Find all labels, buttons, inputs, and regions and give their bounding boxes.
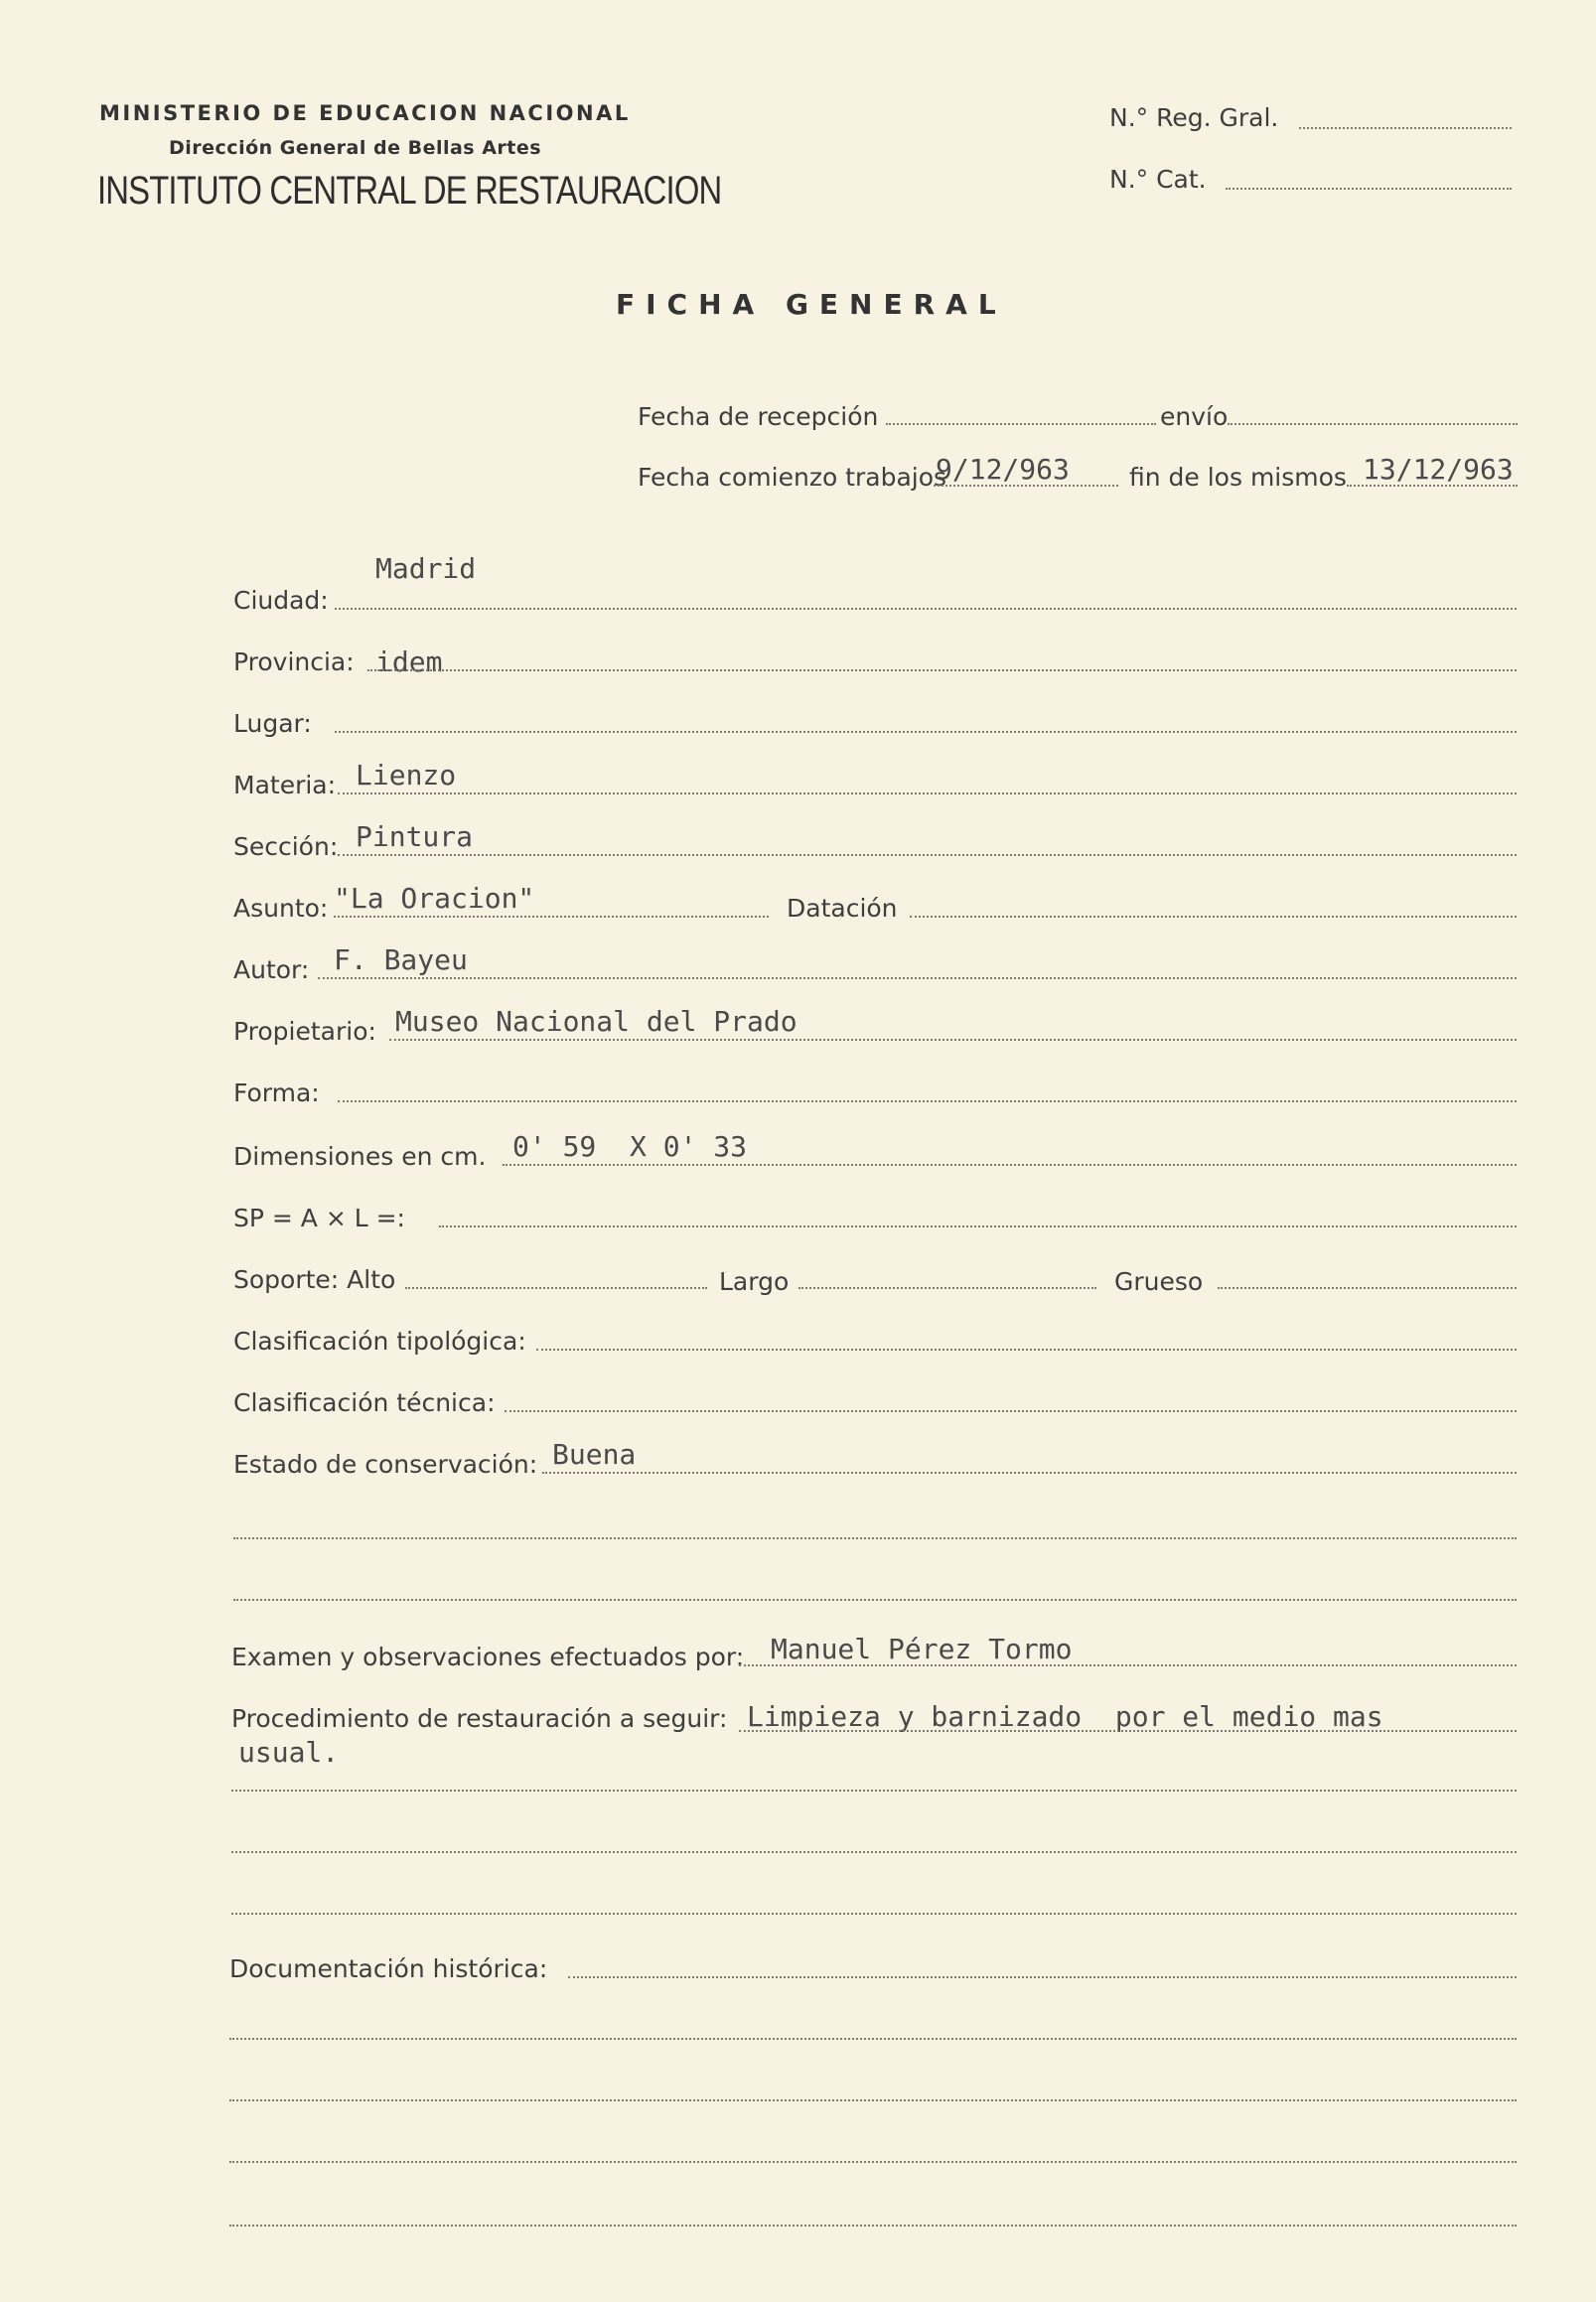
datacion-line bbox=[910, 916, 1517, 918]
estado-line bbox=[542, 1472, 1517, 1474]
ciudad-label: Ciudad: bbox=[233, 586, 329, 615]
provincia-line bbox=[367, 669, 1517, 671]
comienzo-label: Fecha comienzo trabajos bbox=[638, 463, 947, 492]
propietario-value: Museo Nacional del Prado bbox=[395, 1005, 798, 1038]
provincia-value: idem bbox=[375, 646, 443, 678]
estado-value: Buena bbox=[552, 1438, 637, 1471]
recepcion-label: Fecha de recepción bbox=[638, 402, 879, 431]
lugar-label: Lugar: bbox=[233, 709, 312, 738]
documentacion-label: Documentación histórica: bbox=[229, 1954, 548, 1983]
asunto-line bbox=[334, 916, 769, 918]
cat-label: N.° Cat. bbox=[1109, 165, 1207, 194]
ciudad-line bbox=[335, 608, 1517, 610]
comienzo-value: 9/12/963 bbox=[936, 453, 1070, 486]
envio-line bbox=[1228, 423, 1518, 425]
sp-label: SP = A × L =: bbox=[233, 1204, 405, 1232]
forma-label: Forma: bbox=[233, 1079, 320, 1107]
envio-label: envío bbox=[1160, 402, 1229, 431]
sp-line bbox=[439, 1225, 1517, 1227]
grueso-line bbox=[1218, 1287, 1517, 1289]
direccion-subheading: Dirección General de Bellas Artes bbox=[169, 137, 542, 159]
propietario-line bbox=[389, 1039, 1517, 1041]
estado-extra-line-2 bbox=[233, 1599, 1517, 1601]
autor-label: Autor: bbox=[233, 955, 310, 984]
clas-tipologica-label: Clasificación tipológica: bbox=[233, 1327, 526, 1356]
largo-line bbox=[798, 1287, 1096, 1289]
seccion-value: Pintura bbox=[356, 820, 474, 853]
examen-value: Manuel Pérez Tormo bbox=[771, 1633, 1073, 1665]
documentacion-extra-line-2 bbox=[229, 2099, 1517, 2101]
autor-value: F. Bayeu bbox=[334, 943, 468, 976]
reg-gral-line bbox=[1299, 127, 1512, 129]
propietario-label: Propietario: bbox=[233, 1017, 376, 1046]
materia-line bbox=[338, 792, 1517, 794]
procedimiento-extra-line-3 bbox=[231, 1913, 1517, 1915]
forma-line bbox=[338, 1100, 1517, 1102]
reg-gral-label: N.° Reg. Gral. bbox=[1109, 103, 1279, 132]
procedimiento-value-line2: usual. bbox=[238, 1736, 340, 1769]
alto-line bbox=[405, 1287, 707, 1289]
datacion-label: Datación bbox=[787, 894, 898, 923]
page-title: FICHA GENERAL bbox=[616, 288, 1007, 321]
ministerio-heading: MINISTERIO DE EDUCACION NACIONAL bbox=[99, 101, 631, 125]
documentacion-extra-line-3 bbox=[229, 2161, 1517, 2163]
procedimiento-extra-line-1 bbox=[231, 1790, 1517, 1792]
estado-extra-line-1 bbox=[233, 1537, 1517, 1539]
examen-line bbox=[739, 1664, 1517, 1666]
procedimiento-extra-line-2 bbox=[231, 1851, 1517, 1853]
soporte-label: Soporte: Alto bbox=[233, 1265, 396, 1294]
estado-label: Estado de conservación: bbox=[233, 1450, 538, 1479]
procedimiento-value-line1: Limpieza y barnizado por el medio mas bbox=[747, 1700, 1383, 1733]
fin-label: fin de los mismos bbox=[1129, 463, 1347, 492]
seccion-line bbox=[338, 854, 1517, 856]
clas-tipologica-line bbox=[536, 1349, 1517, 1351]
recepcion-line bbox=[886, 423, 1156, 425]
ciudad-value: Madrid bbox=[375, 552, 477, 585]
materia-value: Lienzo bbox=[356, 759, 457, 791]
largo-label: Largo bbox=[719, 1267, 790, 1296]
provincia-label: Provincia: bbox=[233, 647, 355, 676]
clas-tecnica-label: Clasificación técnica: bbox=[233, 1388, 496, 1417]
procedimiento-line bbox=[739, 1730, 1517, 1732]
instituto-heading: INSTITUTO CENTRAL DE RESTAURACION bbox=[97, 169, 722, 213]
lugar-line bbox=[335, 731, 1517, 733]
asunto-label: Asunto: bbox=[233, 894, 329, 923]
examen-label: Examen y observaciones efectuados por: bbox=[231, 1643, 745, 1671]
grueso-label: Grueso bbox=[1114, 1267, 1204, 1296]
dimensiones-label: Dimensiones en cm. bbox=[233, 1142, 487, 1171]
documentacion-extra-line-1 bbox=[229, 2038, 1517, 2040]
documentacion-extra-line-4 bbox=[229, 2225, 1517, 2227]
clas-tecnica-line bbox=[505, 1410, 1517, 1412]
autor-line bbox=[318, 977, 1517, 979]
fin-value: 13/12/963 bbox=[1363, 453, 1514, 486]
dimensiones-value: 0' 59 X 0' 33 bbox=[512, 1130, 748, 1163]
dimensiones-line bbox=[503, 1164, 1517, 1166]
asunto-value: "La Oracion" bbox=[334, 882, 535, 915]
cat-line bbox=[1226, 188, 1512, 190]
documentacion-line bbox=[568, 1976, 1517, 1978]
materia-label: Materia: bbox=[233, 771, 337, 799]
seccion-label: Sección: bbox=[233, 832, 339, 861]
procedimiento-label: Procedimiento de restauración a seguir: bbox=[231, 1704, 728, 1733]
